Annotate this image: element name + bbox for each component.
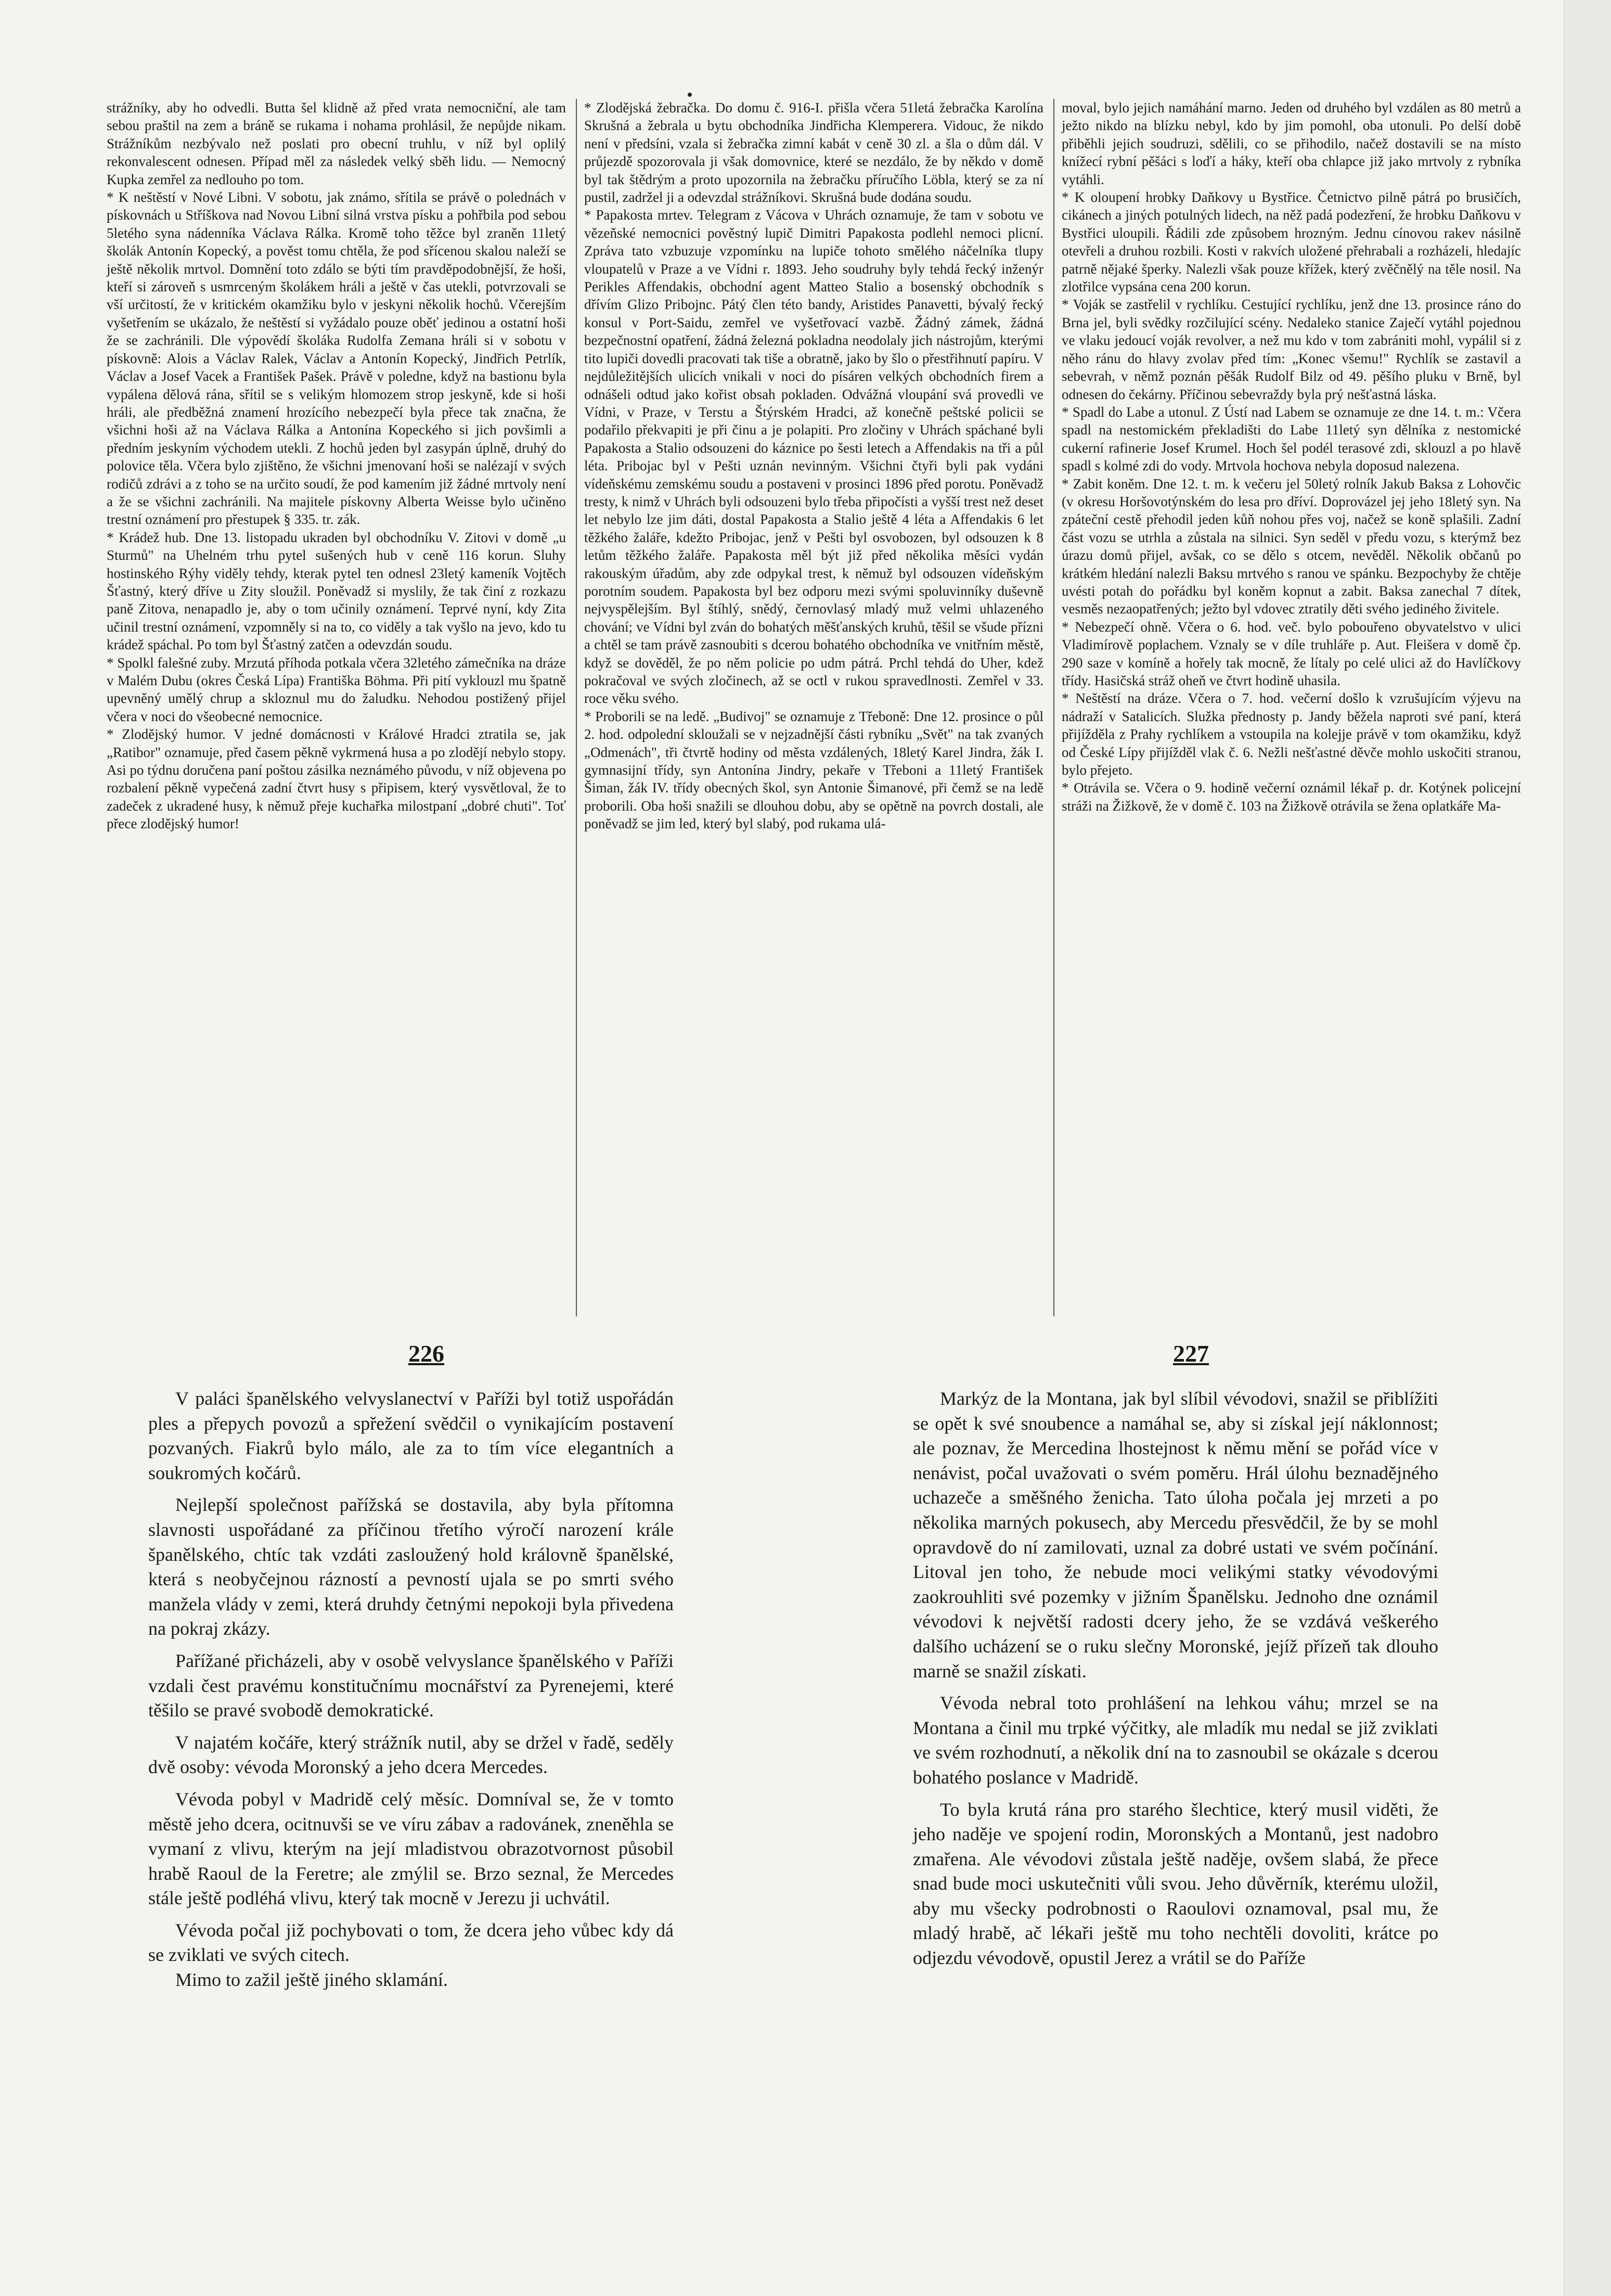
page-number-left: 226 [408, 1340, 444, 1367]
news-article: * Nebezpečí ohně. Včera o 6. hod. več. bylo pobouřeno obyvatelstvo v ulici Vladimírově poplachem. Vznaly se v díle truhláře p. Aut. Fleišera v domě čp. 290 saze v komíně a hořely tak mocně, že lítaly po celé ulici až do Havlíčkovy třídy. Hasičská stráž oheň ve čtvrt hodině uhasila. [1062, 619, 1521, 688]
news-columns [107, 99, 1522, 1322]
news-article: * K oloupení hrobky Daňkovy u Bystřice. Četnictvo pilně pátrá po brusičích, cikánech a jiných potulných lidech, na něž padá podezření, že hrobku Daňkovu v Bystřici uloupili. Řádili zde způsobem hrozným. Jednu cínovou rakev násilně otevřeli a druhou rozbili. Kosti v rakvích uložené přehrabali a rozházeli, hledajíc patrně nějaké šperky. Nalezli však pouze křížek, který zvěčnělý na těle nosil. Na zlotřilce vypsána cena 200 korun. [1062, 189, 1521, 295]
news-article: * Krádež hub. Dne 13. listopadu ukraden byl obchodníku V. Zitovi v domě „u Sturmů" na Uhelném trhu pytel sušených hub v ceně 116 korun. Sluhy hostinského Rýhy viděly tehdy, kterak pytel ten odnesl 23letý kameník Vojtěch Šťastný, který dříve u Zity sloužil. Poněvadž si myslily, že tak činí z rozkazu paně Zitova, nenapadlo je, aby o tom učinily oznámení. Teprvé nyní, kdy Zita učinil trestní oznámení, vzpomněly si na to, co viděly a tak vyšlo na jevo, kdo tu krádež spáchal. Po tom byl Šťastný zatčen a odevzdán soudu. [107, 529, 566, 653]
news-article: * Spadl do Labe a utonul. Z Ústí nad Labem se oznamuje ze dne 14. t. m.: Včera spadl na nestomickém překladišti do Labe 11letý syn dělníka z nestomické cukerní rafinerie Josef Krumel. Hoch šel podél terasové zdi, sklouzl a po hlavě spadl s kolmé zdi do vody. Mrtvola hochova nebyla doposud nalezena. [1062, 404, 1521, 474]
novel-paragraph: Vévoda pobyl v Madridě celý měsíc. Domníval se, že v tomto městě jeho dcera, ocitnuvši se ve víru zábav a radovánek, zneněhla se vymaní z vlivu, kterým na její mladistvou obrazotvornost působil hrabě Raoul de la Feretre; ale zmýlil se. Brzo seznal, že Mercedes stále ještě podléhá vlivu, který tak mocně v Jerezu ji uchvátil. [148, 1788, 674, 1909]
news-article: * Zabit koněm. Dne 12. t. m. k večeru jel 50letý rolník Jakub Baksa z Lohovčic (v okresu Horšovotýnském do lesa pro dříví. Doprovázel jej jeho 18letý syn. Na zpáteční cestě přehodil jeden kůň nohou přes voj, načež se koně splašili. Zadní část vozu se utrhla a zůstala na silnici. Syn seděl v předu vozu, s kterýmž bez úrazu domů přijel, avšak, co se dělo s otcem, nevěděl. Několik občanů po krátkém hledání nalezli Baksu mrtvého s ranou ve spánku. Bezpochyby že chtěje uvésti potah do pořádku byl koněm kopnut a zabit. Baksa zanechal 7 dítek, vesměs nezaopatřených; ježto byl vdovec ztratily děti svého jediného živitele. [1062, 476, 1521, 617]
column-rule [576, 99, 577, 1316]
news-article: * Papakosta mrtev. Telegram z Vácova v Uhrách oznamuje, že tam v sobotu ve vězeňské nemocnici pověstný lupič Dimitri Papakosta podlehl nemoci plicní. Zpráva tato vzbuzuje vzpomínku na lupiče tohoto smělého náčelníka tlupy vloupatelů v Praze a ve Vídni r. 1893. Jeho soudruhy byly tehdá řecký inženýr Perikles Affendakis, obchodní agent Matteo Stalio a bosenský obchodník s dřívím Glizo Pribojnc. Pátý člen této bandy, Aristides Panavetti, bývalý řecký konsul v Port-Saidu, zemřel ve vyšetřovací vazbě. Žádný zámek, žádná bezpečnostní opatření, žádná železná pokladna neodolaly jich nástrojům, kterými tito lupiči dovedli pracovati tak tiše a obratně, jako by šlo o přestřihnutí papíru. V nejdůležitějších ulicích vnikali v noci do písáren velkých obchodních firem a odnášeli odtud jako kořist obsah pokladen. Odvážná vloupání svá provedli ve Vídni, v Praze, v Terstu a Štýrském Hradci, až konečně peštské policii se podařilo překvapiti je při činu a je polapiti. Pro zločiny v Uhrách spáchané byli Papakosta a Stalio odsouzeni do káznice po šesti letech a Affendakis na tři a půl léta. Pribojac byl v Pešti uznán nevinným. Všichni čtyři byli pak vydáni vídeňskému zemskému soudu a postaveni v prosinci 1896 před porotu. Poněvadž tresty, k nimž v Uhrách byli odsouzeni bylo třeba připočísti a vyšší trest než deset let nebylo lze jim dáti, dostal Papakosta a Stalio ještě 4 léta a Affendakis 6 let těžkého žaláře, kdežto Pribojac, jenž v Pešti byl osvobozen, byl odsouzen k 8 letům těžkého žaláře. Papakosta měl být již před několika měsíci vydán rakouským úřadům, aby zde odpykal trest, k němuž byl odsouzen vídeňským porotním soudem. Papakosta byl bez odporu mezi svými spoluvinníky duševně nejvyspělejším. Byl štíhlý, snědý, černovlasý mladý muž velmi uhlazeného chování; ve Vídni byl zván do bohatých měšťanských kruhů, těšil se všude přízni a chtěl se tam právě zasnoubiti s dcerou bohatého obchodníka ve vnitřním městě, když se dověděl, že po něm policie po udm pátrá. Prchl tehdá do Uher, kdež pokračoval ve svých zločinech, až se octl v rukou spravedlnosti. Zemřel v 33. roce věku svého. [584, 207, 1043, 707]
news-column-3 [1062, 99, 1521, 815]
scan-page-edge [1564, 0, 1611, 2296]
news-article: * Proborili se na ledě. „Budivoj" se oznamuje z Třeboně: Dne 12. prosince o půl 2. hod. odpolední skloužali se v nejzadnější části rybníku „Svět" na tak zvaných „Odmenách", tři čtvrtě hodiny od města vzdálených, 18letý Karel Jindra, žák I. gymnasijní třídy, syn Antonína Jindry, pekaře v Třeboni a 11letý František Šiman, žák IV. třídy obecných škol, syn Antonie Šimanové, při čemž se na ledě proborili. Oba hoši snažili se dlouhou dobu, aby se opětně na povrch dostali, ale poněvadž se jim led, který byl slabý, pod rukama ulá- [584, 708, 1043, 832]
novel-paragraph: V paláci španělského velvyslanectví v Paříži byl totiž uspořádán ples a přepych povozů a spřežení svědčil o vynikajícím postavení pozvaných. Fiakrů bylo málo, ale za to tím více elegantních a soukromých kočárů. [148, 1388, 674, 1483]
news-article: * K neštěstí v Nové Libni. V sobotu, jak známo, sřítila se právě o polednách v pískovnách u Stříškova nad Novou Libní silná vrstva písku a pohřbila pod sebou 5letého syna nádenníka Václava Rálka. Kromě toho těžce byl zraněn 11letý školák Antonín Kopecký, a pověst tomu chtěla, že pod sřícenou skalou naleží se ještě několik mrtvol. Domnění toto zdálo se býti tím pravděpodobnější, že hoši, kteří si zároveň s usmrceným školákem hráli a ještě v čas utekli, potvrzovali se vší určitostí, že v kritickém okamžiku bylo v jeskyni několik hochů. Včerejším vyšetřením se ukázalo, že neštěstí si vyžádalo pouze oběť jedinou a ostatní hoši že se zachránili. Dle výpovědí školáka Rudolfa Zemana hráli si v sobotu v pískovně: Alois a Václav Ralek, Václav a Antonín Kopecký, Jindřich Petrlík, Václav a Josef Vacek a František Pašek. Právě v poledne, když na bastionu byla vypálena dělová rána, sřítil se s velikým hlomozem strop jeskyně, kde si hoši hráli, ale předběžná znamení hrozícího nebezpečí byla přece tak značna, že všichni hoši až na Václava Rálka a Antonína Kopeckého si jich povšimli a předním jeskyním východem utekli. Z hochů jeden byl zasypán úplně, druhý do polovice těla. Včera bylo zjištěno, že všichni jmenovaní hoši se nalézají v svých rodičů zdrávi a z toho se na určito soudí, že pod kamením již žádné mrtvoly není a že se všichni zachránili. Na majitele pískovny Alberta Weisse bylo učiněno trestní oznámení pro přestupek § 335. tr. zák. [107, 189, 566, 528]
news-article: * Neštěstí na dráze. Včera o 7. hod. večerní došlo k vzrušujícím výjevu na nádraží v Satalicích. Služka přednosty p. Jandy běžela naproti své paní, která přijížděla z Prahy rychlíkem a vstoupila na kolejje právě v tom okamžiku, když od České Lípy přijížděl vlak č. 6. Nežli nešťastné děvče mohlo uskočiti stranou, bylo přejeto. [1062, 690, 1521, 778]
news-column-2 [584, 99, 1043, 833]
news-article: * Otrávila se. Včera o 9. hodině večerní oznámil lékař p. dr. Kotýnek policejní stráži na Žižkově, že v domě č. 103 na Žižkově otrávila se žena oplatkáře Ma- [1062, 780, 1521, 814]
novel-page-left [148, 1387, 674, 2000]
print-speck [688, 93, 692, 97]
novel-paragraph: To byla krutá rána pro starého šlechtice, který musil viděti, že jeho naděje ve spojení rodin, Moronských a Montanů, jest nadobro zmařena. Ale vévodovi zůstala ještě naděje, ovšem slabá, že přece snad bude moci uskutečniti vůli svou. Jeho důvěrník, kterému uložil, aby mu všecky podrobnosti o Raoulovi oznamoval, psal mu, že mladý hrabě, ač lékaři ještě mu toho nechtěli dovoliti, krátce po odjezdu vévodově, opustil Jerez a vrátil se do Paříže [913, 1799, 1438, 1969]
news-column-1 [107, 99, 566, 833]
page-number-right: 227 [1173, 1340, 1209, 1367]
news-article: * Voják se zastřelil v rychlíku. Cestující rychlíku, jenž dne 13. prosince ráno do Brna jel, byli svědky rozčilující scény. Nedaleko stanice Zaječí vytáhl pojednou ve vlaku jedoucí voják revolver, a než mu kdo v tom zabrániti mohl, vypálil si z něho ránu do hlavy zvolav před tím: „Konec všemu!" Rychlík se zastavil a sebevrah, v němž poznán pěšák Rudolf Bilz od 49. pěšího pluku v Brně, byl odnesen do čekárny. Příčinou sebevraždy byla prý nešťastná láska. [1062, 297, 1521, 402]
column-rule [1053, 99, 1054, 1316]
novel-page-right [913, 1387, 1438, 1978]
novel-paragraph: Mimo to zažil ještě jiného sklamání. [175, 1969, 448, 1991]
novel-paragraph: V najatém kočáře, který strážník nutil, aby se držel v řadě, seděly dvě osoby: vévoda Moronský a jeho dcera Mercedes. [148, 1731, 674, 1778]
novel-paragraph: Pařížané přicházeli, aby v osobě velvyslance španělského v Paříži vzdali čest pravému konstitučnímu mocnářství za Pyrenejemi, které těšilo se pravé svobodě demokratické. [148, 1650, 674, 1721]
news-article: * Zlodějská žebračka. Do domu č. 916-I. přišla včera 51letá žebračka Karolína Skrušná a žebrala u bytu obchodníka Jindřicha Klemperera. Vidouc, že nikdo není v předsíni, vzala si žebračka zimní kabát v ceně 30 zl. a šla o dům dál. V průjezdě spozorovala ji však domovnice, které se nezdálo, že by někdo v domě byl tak štědrým a proto upozornila na žebračku příručího Löbla, který se za ní pustil, zadržel ji a odevzdal strážníkovi. Skrušná bude dodána soudu. [584, 100, 1043, 206]
novel-paragraph: Nejlepší společnost pařížská se dostavila, aby byla přítomna slavnosti uspořádané za příčinou třetího výročí narození krále španělského, chtíc tak vzdáti zasloužený hold královně španělské, která s neobyčejnou rázností a pevností ujala se po smrti svého manžela vlády v zemi, která druhdy četnými nepokoji byla přivedena na pokraj zkázy. [148, 1494, 674, 1639]
novel-paragraph: Vévoda počal již pochybovati o tom, že dcera jeho vůbec kdy dá se zviklati ve svých citech. [148, 1919, 674, 1966]
news-paragraph: moval, bylo jejich namáhání marno. Jeden od druhého byl vzdálen as 80 metrů a ježto nikdo na blízku nebyl, kdo by jim pomohl, oba utonuli. Po delší době přiběhli jejich soudruzi, sdělili, co se přihodilo, načež dostavili se na místo knížecí rybní pěšáci s loďí a háky, kteří oba chlapce již jako mrtvoly z rybníka vytáhli. [1062, 100, 1521, 187]
novel-paragraph: Markýz de la Montana, jak byl slíbil vévodovi, snažil se přiblížiti se opět k své snoubence a namáhal se, aby si získal její náklonnost; ale poznav, že Mercedina lhostejnost k němu mění se pořád více v nenávist, počal uvažovati o svém poměru. Hrál úlohu beznadějného uchazeče a směšného ženicha. Tato úloha počala jej mrzeti a po několika marných pokusech, aby Mercedu přesvědčil, že by se mohl opravdově do ní zamilovati, uznal za dobré ustati ve svém počínání. Litoval jen toho, že nebude moci velikými statky vévodovými zaokrouhliti své pozemky v jižním Španělsku. Jednoho dne oznámil vévodovi k největší radosti dcery jeho, že se vzdává veškerého dalšího ucházení se o ruku slečny Moronské, jejíž přízeň tak dlouho marně se snažil získati. [913, 1388, 1438, 1682]
news-article: * Spolkl falešné zuby. Mrzutá příhoda potkala včera 32letého zámečníka na dráze v Malém Dubu (okres Česká Lípa) Františka Böhma. Při pití vyklouzl mu špatně upevněný umělý chrup a skloznul mu do žaludku. Nehodou postižený přijel včera v noci do všeobecné nemocnice. [107, 655, 566, 724]
news-paragraph: strážníky, aby ho odvedli. Butta šel klidně až před vrata nemocniční, ale tam sebou praštil na zem a bráně se rukama i nohama prohlásil, že nepůjde nikam. Strážníkům nezbývalo než poslati pro obecní truhlu, v níž byl oplilý rekonvalescent odnesen. Případ měl za následek velký sběh lidu. — Nemocný Kupka zemřel za nedlouho po tom. [107, 100, 566, 187]
news-article: * Zlodějský humor. V jedné domácnosti v Králové Hradci ztratila se, jak „Ratibor" oznamuje, před časem pěkně vykrmená husa a po zlodějí nebylo stopy. Asi po týdnu doručena paní poštou zásilka neznámého původu, v níž objevena po rozbalení pěkně vypečená zadní čtvrt husy s připisem, který vysvětloval, že to zadeček z ukradené husy, k němuž přeje kuchařka milostpaní „dobré chuti". Toť přece zlodějský humor! [107, 726, 566, 832]
novel-paragraph: Vévoda nebral toto prohlášení na lehkou váhu; mrzel se na Montana a činil mu trpké výčitky, ale mladík mu nedal se již zviklati ve svém rozhodnutí, a několik dní na to zasnoubil se okázale s dcerou bohatého poslance v Madridě. [913, 1692, 1438, 1788]
